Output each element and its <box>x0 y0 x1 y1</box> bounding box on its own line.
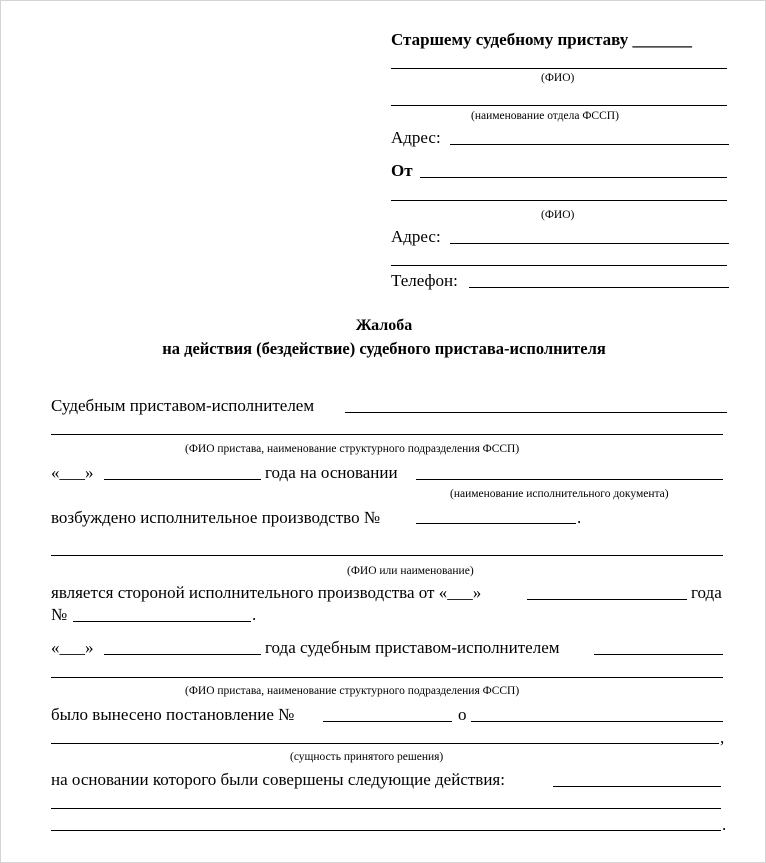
party-number-field[interactable] <box>73 621 251 622</box>
document-title: Жалоба <box>355 317 413 334</box>
address-label-from: Адрес: <box>391 227 441 246</box>
document-subtitle: на действия (бездействие) судебного пристава-исполнителя <box>162 339 606 358</box>
address-field[interactable] <box>450 144 729 145</box>
caption-fio-name: (ФИО или наименование) <box>347 565 474 577</box>
bailiff-field-4[interactable] <box>51 677 723 678</box>
actions-field-3[interactable] <box>51 830 721 831</box>
from-label: От <box>391 161 413 180</box>
department-field[interactable] <box>391 105 727 106</box>
exec-doc-field[interactable] <box>416 479 723 480</box>
proceedings-end: . <box>577 508 582 527</box>
resolution-about: о <box>458 705 467 724</box>
date-field-2[interactable] <box>104 654 261 655</box>
proceedings-text: возбуждено исполнительное производство № <box>51 508 381 527</box>
bailiff-label: Судебным приставом-исполнителем <box>51 396 315 415</box>
resolution-comma: , <box>720 728 725 747</box>
party-number-label: № <box>51 605 68 624</box>
bailiff-field[interactable] <box>345 412 727 413</box>
bailiff-field-3[interactable] <box>594 654 723 655</box>
caption-exec-doc: (наименование исполнительного документа) <box>450 488 669 500</box>
resolution-about-field-2[interactable] <box>51 743 719 744</box>
address-label: Адрес: <box>391 128 441 147</box>
party-end: . <box>252 605 257 624</box>
actions-field[interactable] <box>553 786 721 787</box>
proceedings-number-field[interactable] <box>416 523 576 524</box>
phone-label: Телефон: <box>391 271 458 290</box>
caption-bailiff-2: (ФИО пристава, наименование структурного подразделения ФССП) <box>185 685 520 697</box>
phone-field[interactable] <box>469 287 729 288</box>
from-field-2[interactable] <box>391 200 727 201</box>
caption-fio: (ФИО) <box>541 72 575 84</box>
date-field-1[interactable] <box>104 479 261 480</box>
basis-text: года на основании <box>265 463 398 482</box>
addressee-line: Старшему судебному приставу _______ <box>391 30 692 49</box>
resolution-text: было вынесено постановление № <box>51 705 295 724</box>
date-open-2: «___» <box>51 638 94 657</box>
address-from-field-2[interactable] <box>391 265 727 266</box>
party-year: года <box>691 583 722 602</box>
actions-text: на основании которого были совершены следующие действия: <box>51 770 505 789</box>
party-name-field[interactable] <box>51 555 723 556</box>
resolution-about-field[interactable] <box>471 721 723 722</box>
caption-fio-from: (ФИО) <box>541 209 575 221</box>
addressee-fio-field[interactable] <box>391 68 727 69</box>
bailiff-action-text: года судебным приставом-исполнителем <box>265 638 560 657</box>
bailiff-field-2[interactable] <box>51 434 723 435</box>
caption-department: (наименование отдела ФССП) <box>471 110 619 122</box>
caption-decision: (сущность принятого решения) <box>290 751 444 763</box>
address-from-field[interactable] <box>450 243 729 244</box>
caption-bailiff-1: (ФИО пристава, наименование структурного подразделения ФССП) <box>185 443 520 455</box>
party-date-field[interactable] <box>527 599 687 600</box>
resolution-number-field[interactable] <box>323 721 452 722</box>
actions-field-2[interactable] <box>51 808 721 809</box>
party-text: является стороной исполнительного производства от «___» <box>51 583 482 602</box>
date-open-1: «___» <box>51 463 94 482</box>
from-field[interactable] <box>420 177 727 178</box>
actions-end: . <box>722 815 727 834</box>
